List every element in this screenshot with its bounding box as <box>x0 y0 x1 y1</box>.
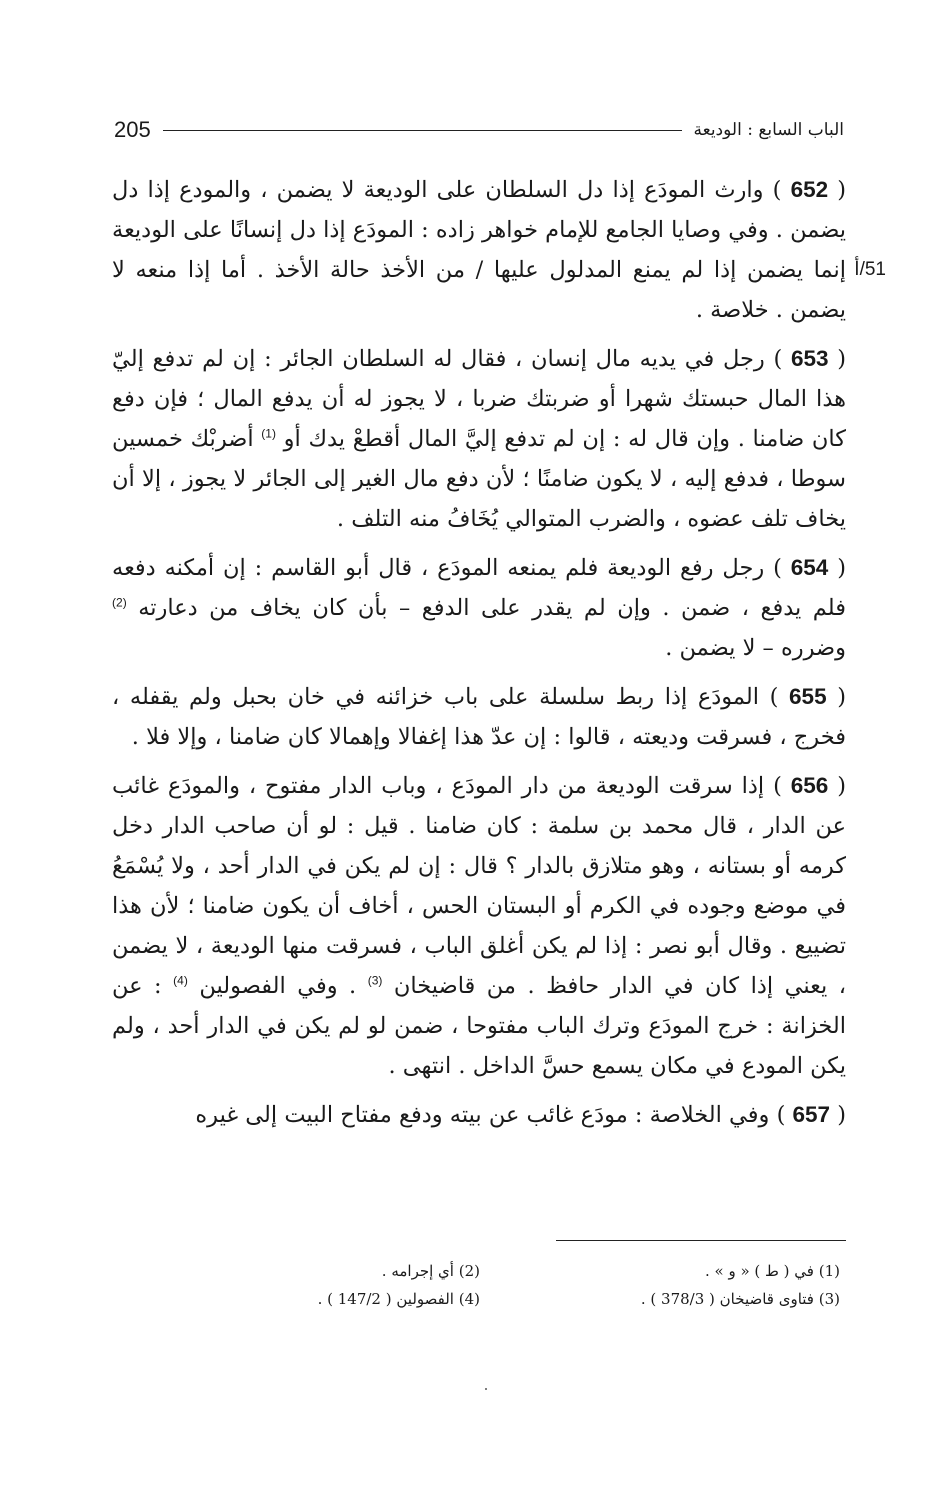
paragraph-text: رجل رفع الوديعة فلم يمنعه المودَع ، قال أبو القاسم : إن أمكنه دفعه فلم يدفع ، ضمن . وإن لم يقدر على الدفع – بأن كان يخاف من دعارته <box>112 555 846 621</box>
main-text <box>112 170 886 1144</box>
paragraph-text: وفي الخلاصة : مودَع غائب عن بيته ودفع مفتاح البيت إلى غيره <box>195 1102 770 1128</box>
paragraph-653: ( 653 ) رجل في يديه مال إنسان ، فقال له السلطان الجائر : إن لم تدفع إليّ هذا المال حبستك شهرا أو ضربتك ضربا ، لا يجوز له أن يدفع المال ؛ فإن دفع كان ضامنا . وإن قال له : إن لم تدفع إليَّ المال أقطعْ يدك أو $^{(1)}$ أضربْك خمسين سوطا ، فدفع إليه ، لا يكون ضامنًا ؛ لأن دفع مال الغير إلى الجائر لا يجوز ، إلا أن يخاف تلف عضوه ، والضرب المتوالي يُخَافُ منه التلف . <box>112 346 846 532</box>
paragraph-text: وضرره – لا يضمن . <box>665 635 846 661</box>
scan-speck <box>485 1388 487 1390</box>
manuscript-folio-note: 51/أ <box>854 259 886 280</box>
paragraph-text: رجل في يديه مال إنسان ، فقال له السلطان الجائر : إن لم تدفع إليّ هذا المال حبستك شهرا أو ضربتك ضربا ، لا يجوز له أن يدفع المال ؛ فإن دفع كان ضامنا . وإن قال له : إن لم تدفع إليَّ المال أقطعْ يدك أو <box>112 346 846 452</box>
header-rule <box>163 130 682 131</box>
paragraph-657: ( 657 ) وفي الخلاصة : مودَع غائب عن بيته ودفع مفتاح البيت إلى غيره <box>195 1102 846 1128</box>
paragraph-text: : عن الخزانة : خرج المودَع وترك الباب مفتوحا ، ضمن لو لم يكن في الدار أحد ، ولم يكن المودع في مكان يسمع حسَّ الداخل . انتهى . <box>112 973 846 1079</box>
paragraph-text: إذا سرقت الوديعة من دار المودَع ، وباب الدار مفتوح ، والمودَع غائب عن الدار ، قال محمد بن سلمة : كان ضامنا . قيل : لو أن صاحب الدار دخل كرمه أو بستانه ، وهو متلازق بالدار ؟ قال : إن لم يكن في الدار أحد ، ولا يُسْمَعُ في موضع وجوده في الكرم أو البستان الحس ، أخاف أن يكون ضامنا ؛ لأن هذا تضييع . وقال أبو نصر : إذا لم يكن أغلق الباب ، فسرقت منها الوديعة ، لا يضمن ، يعني إذا كان في الدار حافظ . من قاضيخان <box>112 773 847 999</box>
paragraph-656: ( 656 ) إذا سرقت الوديعة من دار المودَع ، وباب الدار مفتوح ، والمودَع غائب عن الدار ، قال محمد بن سلمة : كان ضامنا . قيل : لو أن صاحب الدار دخل كرمه أو بستانه ، وهو متلازق بالدار ؟ قال : إن لم يكن في الدار أحد ، ولا يُسْمَعُ في موضع وجوده في الكرم أو البستان الحس ، أخاف أن يكون ضامنا ؛ لأن هذا تضييع . وقال أبو نصر : إذا لم يكن أغلق الباب ، فسرقت منها الوديعة ، لا يضمن ، يعني إذا كان في الدار حافظ . من قاضيخان $^{(3)}$ . وفي الفصولين $^{(4)}$ : عن الخزانة : خرج المودَع وترك الباب مفتوحا ، ضمن لو لم يكن في الدار أحد ، ولم يكن المودع في مكان يسمع حسَّ الداخل . انتهى . <box>112 773 847 1079</box>
page-number: 205 <box>114 117 151 142</box>
entry-number: 652 <box>790 177 829 202</box>
paragraph-text: وارث المودَع إذا دل السلطان على الوديعة لا يضمن ، والمودع إذا دل يضمن . وفي وصايا الجامع للإمام خواهر زاده : المودَع إذا دل إنسانًا على الوديعة إنما يضمن إذا لم يمنع المدلول عليها / من الأخذ حالة الأخذ . أما إذا منعه لا يضمن . خلاصة . <box>112 177 846 323</box>
footnote-ref: (3) <box>367 973 383 988</box>
chapter-title: الباب السابع : الوديعة <box>693 120 844 140</box>
footnote-separator <box>556 1240 846 1241</box>
entry-number: 656 <box>790 773 829 798</box>
entry-number: 653 <box>790 346 829 371</box>
running-header <box>114 112 844 148</box>
footnote-1: (1) في ( ط ) « و » . <box>704 1262 840 1280</box>
paragraph-655: ( 655 ) المودَع إذا ربط سلسلة على باب خزائنه في خان بحبل ولم يقفله ، فخرج ، فسرقت وديعته ، قالوا : إن عدّ هذا إغفالا وإهمالا كان ضامنا ، وإلا فلا . <box>112 684 846 750</box>
paragraph-text: المودَع إذا ربط سلسلة على باب خزائنه في خان بحبل ولم يقفله ، فخرج ، فسرقت وديعته ، قالوا : إن عدّ هذا إغفالا وإهمالا كان ضامنا ، وإلا فلا . <box>112 684 846 750</box>
footnotes <box>140 1262 840 1308</box>
entry-number: 654 <box>790 555 829 580</box>
paragraph-text: أضربْك خمسين سوطا ، فدفع إليه ، لا يكون ضامنًا ؛ لأن دفع مال الغير إلى الجائر لا يجوز ، إلا أن يخاف تلف عضوه ، والضرب المتوالي يُخَافُ منه التلف . <box>112 426 846 532</box>
footnote-2: (2) أي إجرامه . <box>381 1262 480 1280</box>
footnote-ref: (4) <box>173 973 188 988</box>
entry-number: 655 <box>789 684 827 709</box>
entry-number: 657 <box>792 1102 831 1127</box>
paragraph-654: ( 654 ) رجل رفع الوديعة فلم يمنعه المودَع ، قال أبو القاسم : إن أمكنه دفعه فلم يدفع ، ضمن . وإن لم يقدر على الدفع – بأن كان يخاف من دعارته $^{(2)}$ وضرره – لا يضمن . <box>112 555 846 661</box>
paragraph-652: ( 652 ) وارث المودَع إذا دل السلطان على الوديعة لا يضمن ، والمودع إذا دل يضمن . وفي وصايا الجامع للإمام خواهر زاده : المودَع إذا دل إنسانًا على الوديعة إنما يضمن إذا لم يمنع المدلول عليها / من الأخذ حالة الأخذ . أما إذا منعه لا يضمن . خلاصة . 51/أ <box>112 177 886 323</box>
footnote-ref: (1) <box>261 426 276 441</box>
paragraph-text: . وفي الفصولين <box>199 973 357 999</box>
footnote-ref: (2) <box>112 595 127 610</box>
footnote-4: (4) الفصولين ( 147/2 ) . <box>317 1290 480 1308</box>
footnote-3: (3) فتاوى قاضيخان ( 378/3 ) . <box>640 1290 840 1308</box>
